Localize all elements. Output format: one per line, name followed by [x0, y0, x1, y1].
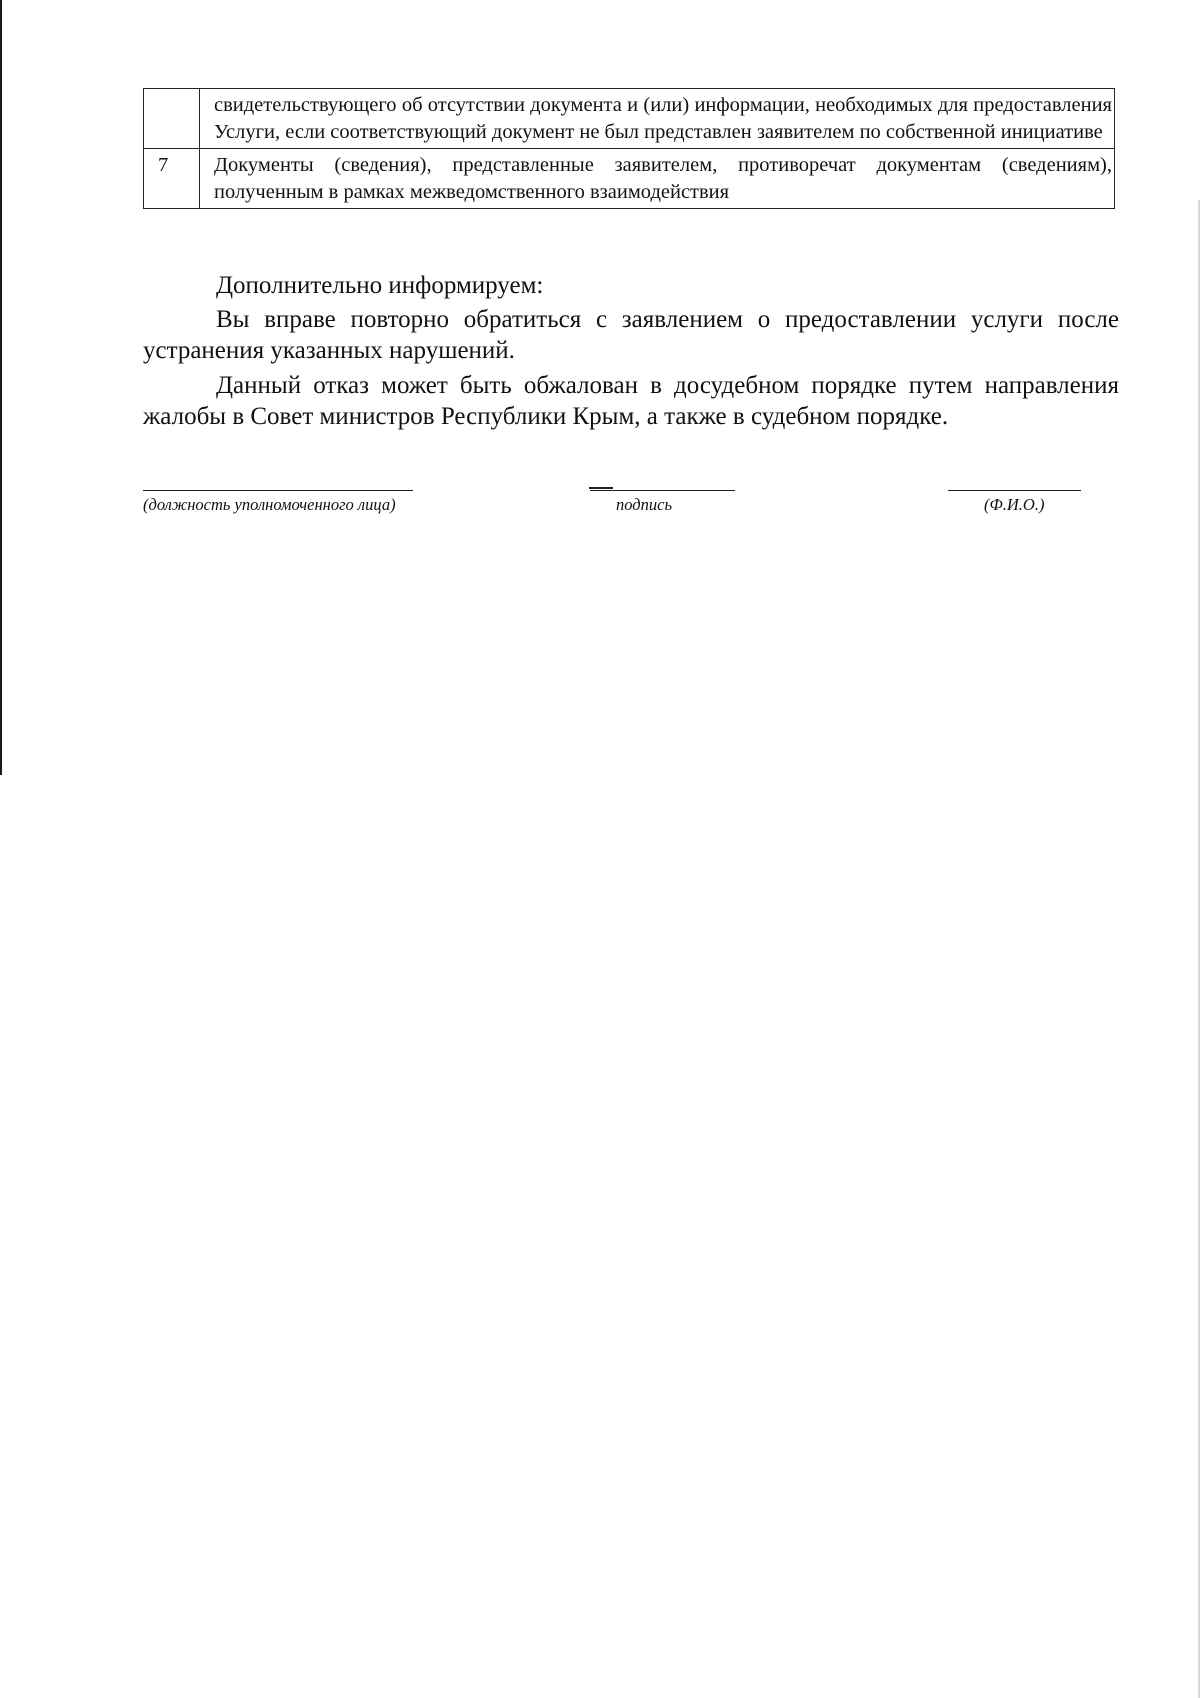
- name-label: (Ф.И.О.): [984, 495, 1045, 514]
- row-number-cell: [144, 89, 200, 149]
- appeal-paragraph: Данный отказ может быть обжалован в досудебном порядке путем направления жалобы в Совет министров Республики Крым, а также в судебном порядке.: [143, 371, 1119, 430]
- scan-edge-left: [0, 0, 2, 775]
- additional-info-heading: Дополнительно информируем:: [216, 272, 544, 299]
- table-row: [144, 149, 1115, 209]
- name-blank-line: [948, 490, 1081, 491]
- signature-line-mark: [589, 487, 613, 489]
- position-blank-line: [143, 490, 413, 491]
- refusal-reasons-table: [143, 88, 1115, 209]
- position-label: (должность уполномоченного лица): [143, 495, 396, 514]
- table-row: [144, 89, 1115, 149]
- row-number-cell: 7: [144, 149, 200, 209]
- row-text-cell: Документы (сведения), представленные заявителем, противоречат документам (сведениям), полученным в рамках межведомственного взаимодействия: [200, 149, 1115, 209]
- reapply-paragraph: Вы вправе повторно обратиться с заявлением о предоставлении услуги после устранения указанных нарушений.: [143, 305, 1119, 364]
- body-text: [143, 270, 1119, 434]
- signature-blank-line: [590, 490, 735, 491]
- row-text-cell: свидетельствующего об отсутствии документа и (или) информации, необходимых для предоставления Услуги, если соответствующий документ не был представлен заявителем по собственной инициативе: [200, 89, 1115, 149]
- signature-label: подпись: [616, 495, 672, 514]
